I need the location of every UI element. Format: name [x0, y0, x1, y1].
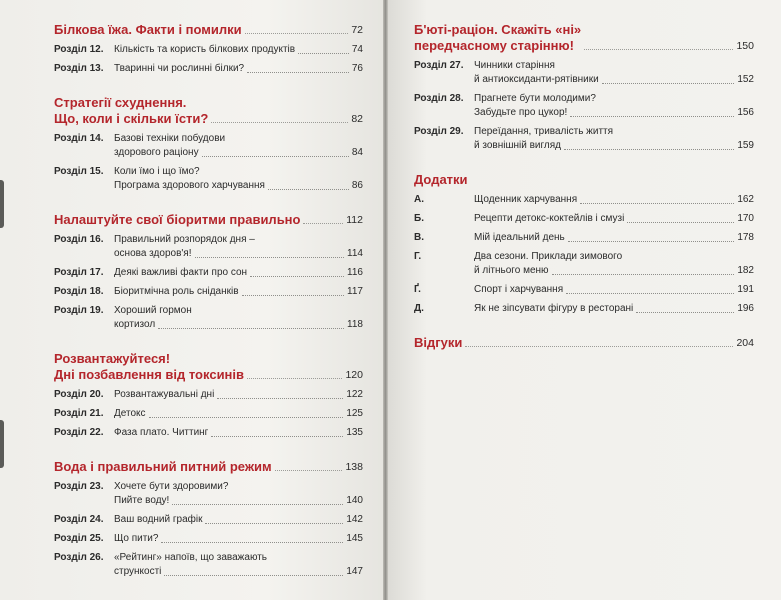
dot-leader	[627, 222, 734, 223]
chapter-title-text: Фаза плато. Читтинг	[114, 427, 209, 438]
chapter-title-text: Розвантажувальні дні	[114, 389, 215, 400]
chapter-title-line	[114, 179, 363, 193]
chapter-title	[474, 302, 754, 316]
chapter-title-text: Прагнете бути молодими?	[474, 93, 596, 104]
chapter-title	[114, 62, 363, 76]
page-number: 140	[346, 495, 363, 506]
dot-leader	[172, 504, 343, 505]
chapter-title	[114, 513, 363, 527]
page-number: 170	[737, 213, 754, 224]
chapter-title-text: Програма здорового харчування	[114, 180, 265, 191]
chapter-entry	[54, 304, 363, 332]
page-number: 196	[737, 303, 754, 314]
chapter-title-line	[114, 551, 363, 565]
page-number: 116	[347, 267, 363, 278]
dot-leader	[566, 293, 734, 294]
chapter-label: Г.	[414, 251, 422, 262]
dot-leader	[158, 328, 344, 329]
page-number: 178	[737, 232, 754, 243]
chapter-entry	[54, 532, 363, 546]
dot-leader	[584, 49, 733, 50]
chapter-title-text: Рецепти детокс-коктейлів і смузі	[474, 213, 625, 224]
chapter-title-line	[114, 266, 363, 280]
chapter-title	[114, 132, 363, 160]
page-number: 150	[736, 40, 754, 52]
page-number: 142	[346, 514, 363, 525]
chapter-title-line	[474, 302, 754, 316]
chapter-title	[474, 283, 754, 297]
chapter-label: А.	[414, 194, 424, 205]
page-number: 182	[737, 265, 754, 276]
chapter-title-line	[474, 231, 754, 245]
chapter-title-line	[114, 318, 363, 332]
chapter-title-text: й антиоксиданти-рятівники	[474, 74, 599, 85]
page-number: 72	[351, 24, 363, 36]
dot-leader	[211, 122, 348, 123]
dot-leader	[245, 33, 349, 34]
dot-leader	[268, 189, 349, 190]
dot-leader	[465, 346, 733, 347]
page-number: 82	[351, 113, 363, 125]
dot-leader	[303, 223, 343, 224]
chapter-label: Розділ 27.	[414, 60, 464, 71]
page-number: 118	[347, 319, 363, 330]
chapter-label: Розділ 17.	[54, 267, 104, 278]
page-number: 76	[351, 63, 363, 74]
page-number: 138	[345, 461, 363, 473]
chapter-title	[114, 165, 363, 193]
chapter-title-text: Коли їмо і що їмо?	[114, 166, 200, 177]
chapter-label: Розділ 28.	[414, 93, 464, 104]
dot-leader	[247, 378, 342, 379]
toc-section	[414, 172, 754, 316]
chapter-title-text: кортизол	[114, 319, 156, 330]
chapter-title	[114, 426, 363, 440]
chapter-title-line	[474, 139, 754, 153]
chapter-entry	[54, 165, 363, 193]
chapter-label: В.	[414, 232, 424, 243]
chapter-entry	[54, 426, 363, 440]
chapter-title-text: здорового раціону	[114, 147, 199, 158]
chapter-title-line	[474, 92, 754, 106]
page-number: 145	[346, 533, 363, 544]
chapter-label: Розділ 26.	[54, 552, 104, 563]
chapter-title-text: Переїдання, тривалість життя	[474, 126, 614, 137]
chapter-title	[474, 193, 754, 207]
chapter-title-text: Спорт і харчування	[474, 284, 564, 295]
page-number: 204	[736, 337, 754, 349]
chapter-title-line	[474, 193, 754, 207]
chapter-title	[114, 266, 363, 280]
page-edge-tab	[0, 420, 4, 468]
toc-section	[414, 22, 754, 153]
section-title-text: Відгуки	[414, 335, 463, 350]
toc-left-column	[54, 22, 363, 598]
chapter-title-text: Щоденник харчування	[474, 194, 578, 205]
page-number: 122	[346, 389, 363, 400]
chapter-title-line	[114, 233, 363, 247]
chapter-title-line	[114, 407, 363, 421]
chapter-title-line	[474, 264, 754, 278]
chapter-title	[474, 92, 754, 120]
dot-leader	[250, 276, 344, 277]
section-title-text: Б'юті-раціон. Скажіть «ні» передчасному старінню!	[414, 22, 582, 53]
chapter-title-line	[114, 426, 363, 440]
chapter-entry	[54, 233, 363, 261]
section-title	[54, 212, 363, 228]
dot-leader	[636, 312, 734, 313]
dot-leader	[568, 241, 735, 242]
chapter-entry	[54, 480, 363, 508]
chapter-title-text: Хочете бути здоровими?	[114, 481, 229, 492]
chapter-entry	[54, 513, 363, 527]
section-title-text: Налаштуйте свої біоритми правильно	[54, 212, 301, 227]
page-number: 135	[346, 427, 363, 438]
chapter-title-line	[114, 513, 363, 527]
section-title-text: Стратегії схуднення. Що, коли і скільки їсти?	[54, 95, 209, 126]
chapter-title-text: Як не зіпсувати фігуру в ресторані	[474, 303, 634, 314]
chapter-label: Ґ.	[414, 284, 421, 295]
chapter-entry	[54, 551, 363, 579]
section-title	[414, 335, 754, 351]
chapter-title-text: Кількість та користь білкових продуктів	[114, 44, 296, 55]
chapter-entry	[54, 285, 363, 299]
dot-leader	[247, 72, 349, 73]
toc-section	[54, 95, 363, 193]
page-number: 162	[737, 194, 754, 205]
dot-leader	[211, 436, 343, 437]
chapter-label: Д.	[414, 303, 424, 314]
chapter-title	[114, 388, 363, 402]
dot-leader	[161, 542, 343, 543]
chapter-title	[114, 532, 363, 546]
chapter-title-line	[474, 59, 754, 73]
left-page	[0, 0, 383, 600]
chapter-title-text: й зовнішній вигляд	[474, 140, 561, 151]
chapter-title	[114, 407, 363, 421]
dot-leader	[570, 116, 734, 117]
dot-leader	[580, 203, 734, 204]
chapter-title-line	[474, 73, 754, 87]
page-number: 112	[346, 214, 363, 226]
chapter-title-line	[114, 132, 363, 146]
chapter-title-line	[474, 212, 754, 226]
toc-section	[54, 459, 363, 579]
chapter-title-text: Тваринні чи рослинні білки?	[114, 63, 245, 74]
toc-section	[54, 212, 363, 332]
page-number: 120	[345, 369, 363, 381]
chapter-title-text: Хороший гормон	[114, 305, 192, 316]
chapter-title-text: Два сезони. Приклади зимового	[474, 251, 623, 262]
section-title	[54, 95, 363, 127]
chapter-title-text: «Рейтинг» напоїв, що заважають	[114, 552, 268, 563]
chapter-title-line	[474, 250, 754, 264]
chapter-title-text: Чинники старіння	[474, 60, 555, 71]
dot-leader	[149, 417, 344, 418]
dot-leader	[217, 398, 343, 399]
chapter-entry	[414, 193, 754, 207]
chapter-entry	[54, 132, 363, 160]
chapter-label: Розділ 18.	[54, 286, 104, 297]
page-number: 117	[347, 286, 363, 297]
chapter-label: Розділ 15.	[54, 166, 104, 177]
chapter-title-line	[114, 480, 363, 494]
toc-right-column	[414, 22, 754, 370]
chapter-title	[474, 212, 754, 226]
chapter-title-text: Ваш водний графік	[114, 514, 203, 525]
right-page	[388, 0, 781, 600]
page-number: 159	[737, 140, 754, 151]
chapter-entry	[414, 125, 754, 153]
chapter-title-line	[474, 106, 754, 120]
page-number: 191	[737, 284, 754, 295]
dot-leader	[275, 470, 343, 471]
section-title	[414, 172, 754, 188]
page-number: 86	[351, 180, 363, 191]
chapter-title	[114, 304, 363, 332]
page-number: 156	[737, 107, 754, 118]
chapter-title-line	[114, 62, 363, 76]
chapter-label: Розділ 20.	[54, 389, 104, 400]
section-title	[54, 351, 363, 383]
chapter-label: Розділ 25.	[54, 533, 104, 544]
chapter-label: Розділ 24.	[54, 514, 104, 525]
chapter-title-text: Мій ідеальний день	[474, 232, 565, 243]
chapter-title	[474, 231, 754, 245]
chapter-title-line	[474, 283, 754, 297]
chapter-entry	[54, 388, 363, 402]
chapter-title-text: Правильний розпорядок дня –	[114, 234, 255, 245]
chapter-title-text: Біоритмічна роль сніданків	[114, 286, 239, 297]
chapter-label: Розділ 23.	[54, 481, 104, 492]
chapter-entry	[414, 212, 754, 226]
chapter-title-line	[114, 388, 363, 402]
chapter-title	[114, 551, 363, 579]
chapter-title	[114, 285, 363, 299]
chapter-label: Розділ 21.	[54, 408, 104, 419]
chapter-title-text: Забудьте про цукор!	[474, 107, 568, 118]
chapter-title-text: Базові техніки побудови	[114, 133, 226, 144]
chapter-label: Розділ 13.	[54, 63, 104, 74]
dot-leader	[564, 149, 734, 150]
section-title-text: Вода і правильний питний режим	[54, 459, 272, 474]
dot-leader	[552, 274, 735, 275]
dot-leader	[195, 257, 345, 258]
chapter-entry	[414, 92, 754, 120]
toc-section	[414, 335, 754, 351]
chapter-label: Розділ 12.	[54, 44, 104, 55]
chapter-entry	[54, 266, 363, 280]
chapter-entry	[414, 250, 754, 278]
dot-leader	[164, 575, 343, 576]
chapter-title-line	[114, 565, 363, 579]
chapter-title-text: Пийте воду!	[114, 495, 170, 506]
page-edge-tab	[0, 180, 4, 228]
chapter-label: Розділ 19.	[54, 305, 104, 316]
chapter-entry	[54, 43, 363, 57]
section-title	[414, 22, 754, 54]
chapter-entry	[414, 231, 754, 245]
section-title	[54, 22, 363, 38]
section-title-text: Додатки	[414, 172, 468, 187]
chapter-entry	[54, 407, 363, 421]
chapter-title	[114, 233, 363, 261]
chapter-title-text: й літнього меню	[474, 265, 549, 276]
page-number: 74	[351, 44, 363, 55]
chapter-title-text: стрункості	[114, 566, 162, 577]
chapter-entry	[54, 62, 363, 76]
chapter-title	[474, 59, 754, 87]
chapter-title-line	[114, 43, 363, 57]
toc-section	[54, 22, 363, 76]
chapter-label: Розділ 14.	[54, 133, 104, 144]
chapter-label: Розділ 16.	[54, 234, 104, 245]
section-title	[54, 459, 363, 475]
page-number: 84	[351, 147, 363, 158]
chapter-title-line	[114, 532, 363, 546]
chapter-entry	[414, 283, 754, 297]
chapter-title-line	[114, 247, 363, 261]
chapter-title	[474, 125, 754, 153]
page-number: 147	[346, 566, 363, 577]
chapter-label: Розділ 22.	[54, 427, 104, 438]
chapter-title	[114, 480, 363, 508]
chapter-title-text: Детокс	[114, 408, 146, 419]
dot-leader	[205, 523, 343, 524]
chapter-title-text: основа здоров'я!	[114, 248, 192, 259]
chapter-title-line	[114, 304, 363, 318]
page-number: 125	[346, 408, 363, 419]
page-number: 152	[737, 74, 754, 85]
dot-leader	[298, 53, 349, 54]
dot-leader	[242, 295, 345, 296]
chapter-title-line	[474, 125, 754, 139]
chapter-title-line	[114, 494, 363, 508]
dot-leader	[202, 156, 349, 157]
chapter-title-text: Що пити?	[114, 533, 159, 544]
section-title-text: Білкова їжа. Факти і помилки	[54, 22, 242, 37]
chapter-title-text: Деякі важливі факти про сон	[114, 267, 248, 278]
chapter-title-line	[114, 165, 363, 179]
section-title-text: Розвантажуйтеся! Дні позбавлення від токсинів	[54, 351, 245, 382]
chapter-title	[474, 250, 754, 278]
chapter-title	[114, 43, 363, 57]
dot-leader	[602, 83, 735, 84]
chapter-title-line	[114, 285, 363, 299]
toc-section	[54, 351, 363, 440]
chapter-entry	[414, 302, 754, 316]
chapter-label: Розділ 29.	[414, 126, 464, 137]
page-number: 114	[347, 248, 363, 259]
chapter-entry	[414, 59, 754, 87]
chapter-title-line	[114, 146, 363, 160]
chapter-label: Б.	[414, 213, 424, 224]
